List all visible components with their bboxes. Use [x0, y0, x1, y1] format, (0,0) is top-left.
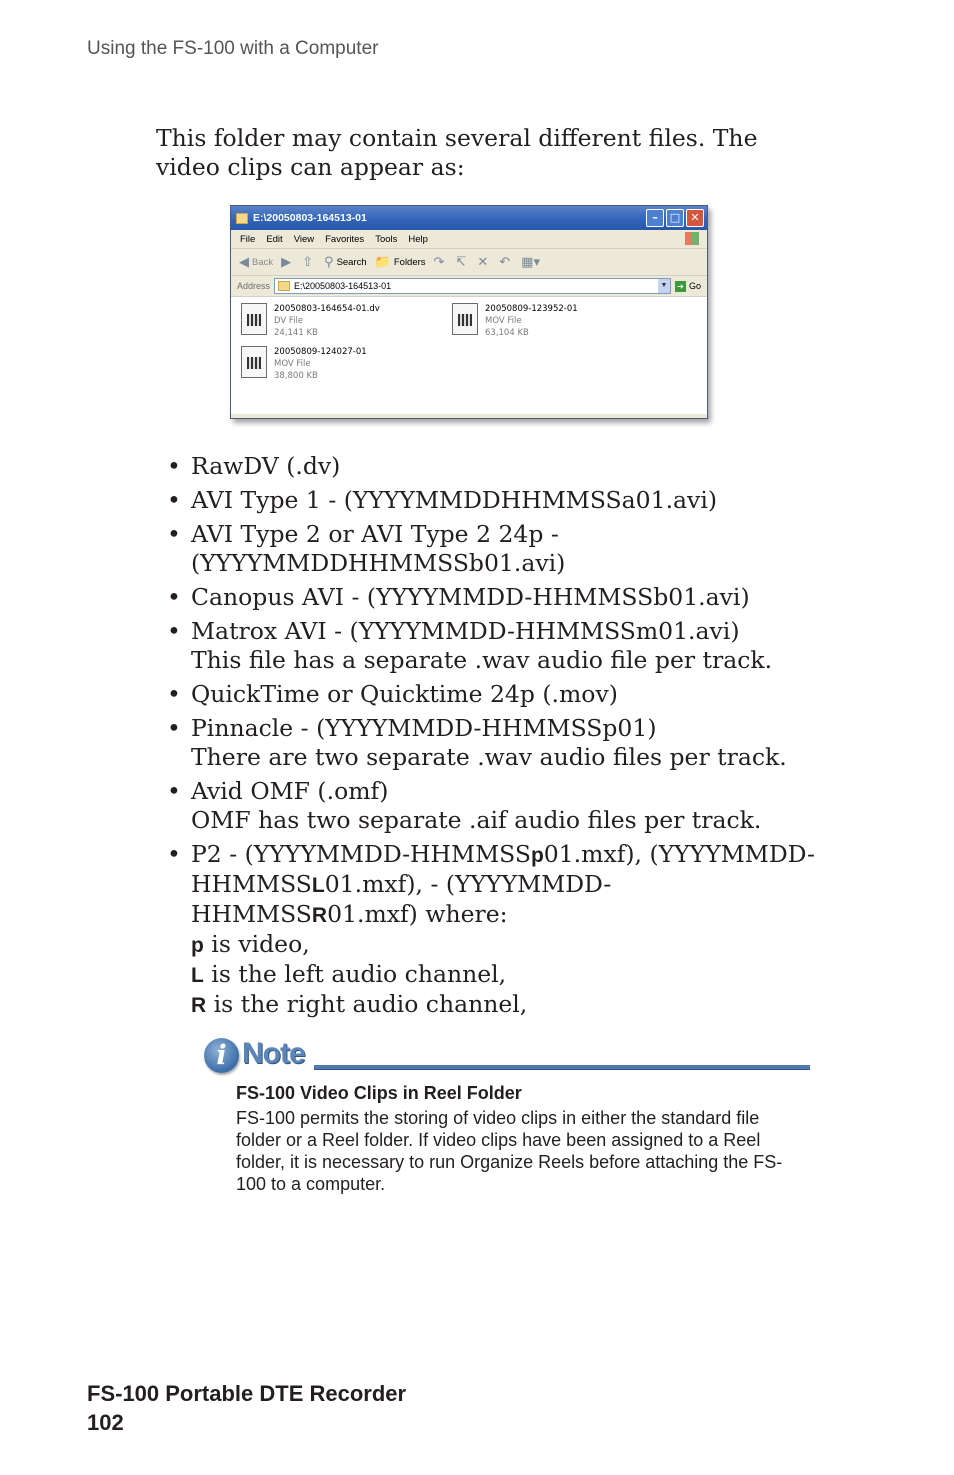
- forward-button[interactable]: [281, 255, 294, 270]
- file-size: 63,104 KB: [485, 328, 529, 338]
- p2-legend-code: R: [191, 994, 207, 1017]
- close-icon[interactable]: ✕: [686, 209, 704, 227]
- delete-button[interactable]: [477, 255, 491, 270]
- search-label: Search: [336, 256, 367, 268]
- file-size: 24,141 KB: [274, 328, 318, 338]
- back-arrow-icon: ◀: [239, 254, 249, 270]
- folders-label: Folders: [393, 256, 426, 268]
- p2-legend-text: is video,: [203, 930, 310, 958]
- file-type: DV File: [274, 316, 304, 326]
- move-to-button[interactable]: [434, 255, 448, 270]
- move-to-icon: ↷: [433, 254, 445, 270]
- up-folder-button[interactable]: [302, 255, 316, 270]
- file-name: 20050809-123952-01: [485, 304, 578, 314]
- format-text: RawDV (.dv): [191, 452, 341, 480]
- go-arrow-icon: ➜: [675, 281, 686, 292]
- file-type: MOV File: [485, 316, 522, 326]
- list-item: [165, 452, 815, 481]
- search-button[interactable]: [324, 255, 367, 270]
- up-folder-icon: ⇧: [302, 254, 314, 270]
- video-file-icon: [241, 303, 267, 335]
- explorer-window-screenshot: [230, 205, 708, 419]
- menu-edit[interactable]: Edit: [266, 233, 283, 245]
- address-value: E:\20050803-164513-01: [294, 281, 392, 291]
- page-number: 102: [87, 1410, 124, 1435]
- address-dropdown-icon[interactable]: ▼: [658, 279, 670, 293]
- menu-view[interactable]: View: [293, 233, 315, 245]
- format-text: Pinnacle - (YYYYMMDD-HHMMSSp01): [191, 714, 657, 742]
- copy-to-icon: ↸: [455, 254, 467, 270]
- p2-text-3: 01.mxf), - (YYYYMMDD-HHMMSS: [191, 870, 612, 928]
- folders-icon: 📁: [374, 254, 391, 270]
- drive-icon: [278, 281, 290, 291]
- note-title: FS-100 Video Clips in Reel Folder: [236, 1083, 522, 1103]
- views-icon: ▦▾: [521, 254, 540, 270]
- file-name: 20050803-164654-01.dv: [274, 304, 380, 314]
- file-item[interactable]: [241, 303, 380, 339]
- note-body: FS-100 permits the storing of video clips in either the standard file folder or a Reel folder. If video clips have been assigned to a Reel folder, it is necessary to run Organize Reels before attaching the FS-100 to a computer.: [236, 1108, 783, 1194]
- intro-paragraph: This folder may contain several different files. The video clips can appear as:: [156, 124, 758, 181]
- info-badge-letter: i: [216, 1040, 227, 1071]
- search-icon: ⚲: [324, 254, 334, 270]
- delete-icon: ✕: [477, 254, 489, 270]
- maximize-icon[interactable]: □: [666, 209, 684, 227]
- format-detail: OMF has two separate .aif audio files per track.: [191, 806, 762, 834]
- note-label: Note: [242, 1037, 305, 1070]
- explorer-toolbar: [231, 249, 707, 276]
- file-item[interactable]: [241, 346, 367, 382]
- undo-button[interactable]: [499, 255, 513, 270]
- menu-favorites[interactable]: Favorites: [325, 233, 365, 245]
- status-bar: [231, 414, 707, 418]
- address-input[interactable]: [274, 278, 671, 294]
- p2-code-r: R: [311, 904, 328, 927]
- back-label: Back: [252, 256, 274, 268]
- go-button[interactable]: [675, 281, 701, 292]
- p2-legend-text: is the left audio channel,: [203, 960, 507, 988]
- p2-legend-code: L: [191, 964, 204, 987]
- explorer-menubar: [231, 230, 707, 249]
- video-file-icon: [452, 303, 478, 335]
- p2-legend-text: is the right audio channel,: [206, 990, 528, 1018]
- running-header: Using the FS-100 with a Computer: [87, 38, 379, 59]
- minimize-icon[interactable]: –: [646, 209, 664, 227]
- go-label: Go: [688, 281, 701, 291]
- folders-button[interactable]: [375, 255, 426, 270]
- file-size: 38,800 KB: [274, 371, 318, 381]
- format-text: AVI Type 2 or AVI Type 2 24p - (YYYYMMDDHHMMSSb01.avi): [191, 520, 566, 577]
- explorer-title: E:\20050803-164513-01: [253, 212, 367, 224]
- list-item: [165, 777, 815, 835]
- p2-code-l: L: [311, 874, 325, 897]
- window-buttons: [646, 209, 704, 227]
- note-header: [204, 1036, 810, 1076]
- menu-tools[interactable]: Tools: [375, 233, 398, 245]
- file-name: 20050809-124027-01: [274, 347, 367, 357]
- address-bar: [231, 276, 707, 297]
- p2-legend-code: p: [191, 934, 204, 957]
- list-item: [165, 617, 815, 675]
- forward-arrow-icon: ▶: [281, 254, 292, 270]
- format-text: AVI Type 1 - (YYYYMMDDHHMMSSa01.avi): [191, 486, 718, 514]
- file-type: MOV File: [274, 359, 311, 369]
- copy-to-button[interactable]: [455, 255, 469, 270]
- list-item: [165, 680, 815, 709]
- format-text: Canopus AVI - (YYYYMMDD-HHMMSSb01.avi): [191, 583, 750, 611]
- explorer-titlebar: [231, 206, 707, 230]
- info-icon: [204, 1038, 239, 1073]
- p2-code-p: p: [530, 844, 544, 867]
- format-text: QuickTime or Quicktime 24p (.mov): [191, 680, 618, 708]
- views-button[interactable]: [521, 255, 543, 270]
- list-item: [165, 520, 815, 578]
- format-list: [165, 452, 815, 1025]
- video-file-icon: [241, 346, 267, 378]
- format-detail: This file has a separate .wav audio file per track.: [191, 646, 773, 674]
- folder-icon: [236, 213, 248, 224]
- back-button[interactable]: [239, 255, 273, 270]
- windows-logo-icon: [685, 232, 699, 245]
- p2-text-2: 01.mxf), (YYYYMMDD-HHMMSS: [191, 840, 815, 898]
- p2-text-4: 01.mxf) where:: [327, 900, 508, 928]
- file-list: [231, 297, 707, 397]
- file-item[interactable]: [452, 303, 578, 339]
- format-text: Matrox AVI - (YYYYMMDD-HHMMSSm01.avi): [191, 617, 740, 645]
- footer-title: FS-100 Portable DTE Recorder: [87, 1381, 407, 1406]
- menu-help[interactable]: Help: [408, 233, 428, 245]
- format-detail: There are two separate .wav audio files per track.: [191, 743, 787, 771]
- list-item-p2: [165, 840, 815, 1020]
- p2-text-1: P2 - (YYYYMMDD-HHMMSS: [191, 840, 531, 868]
- note-rule: [314, 1065, 810, 1070]
- undo-icon: ↶: [499, 254, 511, 270]
- address-label: Address: [237, 281, 271, 291]
- menu-file[interactable]: File: [240, 233, 256, 245]
- list-item: [165, 714, 815, 772]
- list-item: [165, 583, 815, 612]
- format-text: Avid OMF (.omf): [191, 777, 389, 805]
- list-item: [165, 486, 815, 515]
